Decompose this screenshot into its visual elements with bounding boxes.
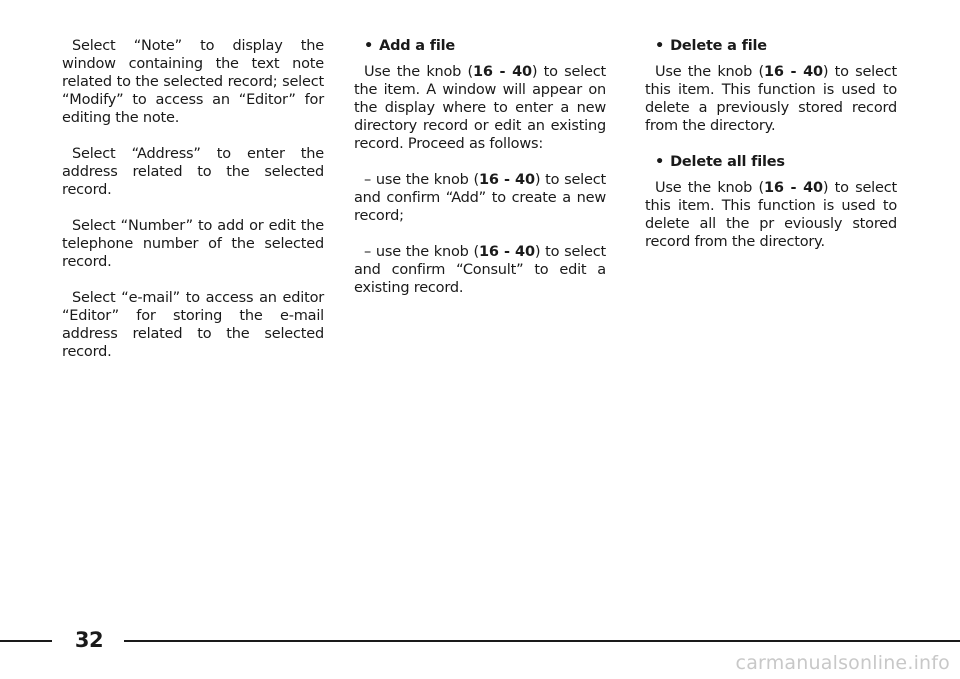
bullet-icon: • xyxy=(364,38,374,54)
bullet-icon: • xyxy=(655,154,665,170)
knob-reference: 16 - 40 xyxy=(478,244,535,260)
page-number: 32 xyxy=(74,628,104,652)
number-paragraph: Select “Number” to add or edit the telephone number of the selected record. xyxy=(62,218,324,270)
knob-reference: 16 - 40 xyxy=(478,172,535,188)
bullet-icon: • xyxy=(655,38,665,54)
footer-rule-right xyxy=(124,640,960,642)
delete-file-heading: • Delete a file xyxy=(655,38,767,54)
note-paragraph: Select “Note” to display the window containing the text note related to the selected record; select “Modify” to access an “Editor” for editing the note. xyxy=(62,38,324,126)
delete-all-files-paragraph: Use the knob (16 - 40) to select this item. This function is used to delete all the pr eviously stored record from the directory. xyxy=(645,180,897,250)
text-column-1 xyxy=(62,37,324,379)
add-step-paragraph: – use the knob (16 - 40) to select and confirm “Add” to create a new record; xyxy=(354,172,606,224)
add-file-paragraph: Use the knob (16 - 40) to select the item. A window will appear on the display where to enter a new directory record or edit an existing record. Proceed as follows: xyxy=(354,64,606,152)
add-file-heading: • Add a file xyxy=(364,38,456,54)
knob-reference: 16 - 40 xyxy=(763,180,823,196)
knob-reference: 16 - 40 xyxy=(763,64,823,80)
email-paragraph: Select “e-mail” to access an editor “Editor” for storing the e-mail address related to the selected record. xyxy=(62,290,324,360)
delete-file-paragraph: Use the knob (16 - 40) to select this item. This function is used to delete a previously stored record from the directory. xyxy=(645,64,897,134)
address-paragraph: Select “Address” to enter the address related to the selected record. xyxy=(62,146,324,198)
text-column-2 xyxy=(354,37,606,315)
footer-rule-left xyxy=(0,640,52,642)
watermark: carmanualsonline.info xyxy=(735,652,950,674)
knob-reference: 16 - 40 xyxy=(472,64,532,80)
text-column-3 xyxy=(645,37,897,269)
delete-all-files-heading: • Delete all files xyxy=(655,154,785,170)
consult-step-paragraph: – use the knob (16 - 40) to select and confirm “Consult” to edit a existing record. xyxy=(354,244,606,296)
